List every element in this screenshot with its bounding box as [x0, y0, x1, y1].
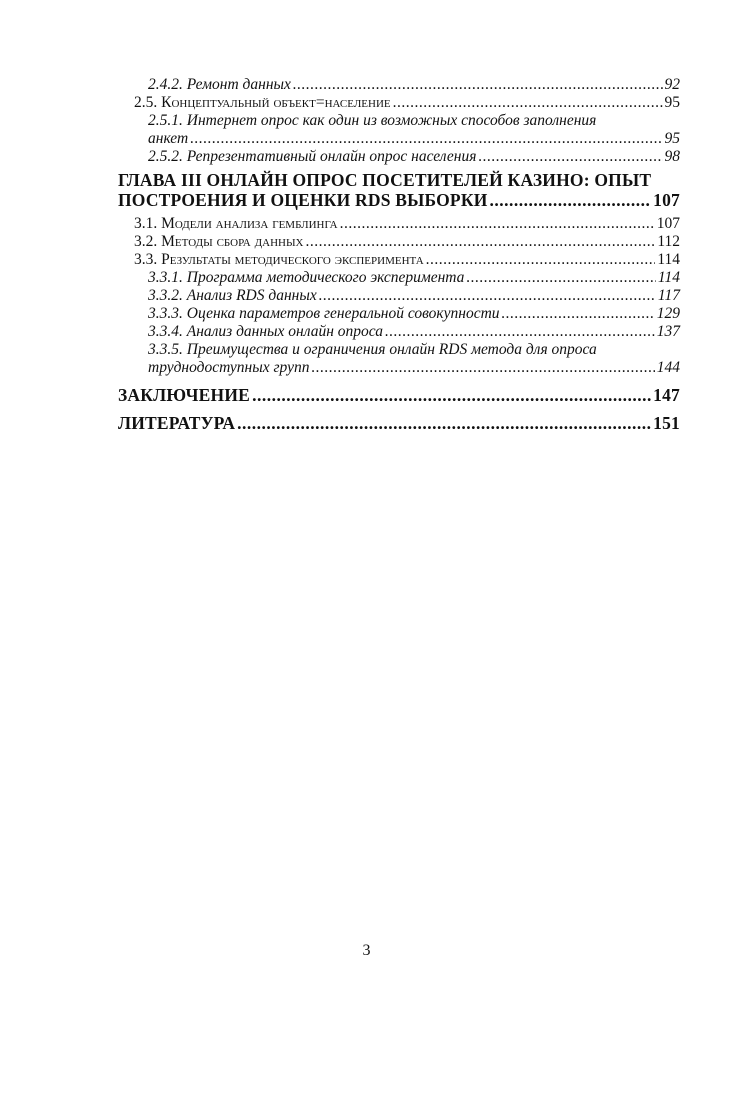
toc-entry-label: анкет	[148, 130, 189, 147]
page-number: 3	[362, 942, 371, 959]
toc-entry-page: 92	[664, 76, 680, 93]
toc-entry-label: 3.3.3. Оценка параметров генеральной совокупности	[148, 305, 500, 322]
toc-entry-label: 3.3.2. Анализ RDS данных	[148, 287, 317, 304]
toc-entry-page: 114	[657, 269, 680, 286]
toc-entry-2-5-2	[118, 148, 680, 166]
toc-entry-page: 151	[653, 413, 680, 433]
table-of-contents	[118, 76, 680, 433]
toc-entry-3-3-5	[118, 359, 680, 377]
chapter-3-title-line1: ГЛАВА III ОНЛАЙН ОПРОС ПОСЕТИТЕЛЕЙ КАЗИНО: ОПЫТ	[118, 170, 652, 190]
dot-leader	[393, 94, 663, 112]
toc-entry-page: 112	[657, 233, 680, 250]
toc-entry-page: 137	[656, 323, 680, 340]
toc-entry-page: 95	[664, 94, 680, 111]
dot-leader	[466, 269, 655, 287]
dot-leader	[490, 190, 652, 210]
toc-entry-3-3-2	[118, 287, 680, 305]
toc-entry-label: 2.5.2. Репрезентативный онлайн опрос населения	[148, 148, 477, 165]
toc-entry-2-5-1	[118, 130, 680, 148]
dot-leader	[252, 385, 651, 405]
toc-entry-2-5	[118, 94, 680, 112]
toc-entry-label: ЛИТЕРАТУРА	[118, 413, 236, 433]
dot-leader	[502, 305, 655, 323]
toc-entry-3-3-5-line1: 3.3.5. Преимущества и ограничения онлайн RDS метода для опроса	[148, 341, 597, 358]
dot-leader	[478, 148, 662, 166]
toc-entry-page: 147	[653, 385, 680, 405]
toc-entry-label: 3.3. Результаты методического эксперимента	[134, 251, 424, 268]
dot-leader	[340, 215, 655, 233]
toc-entry-3-1	[118, 215, 680, 233]
dot-leader	[319, 287, 656, 305]
toc-entry-3-3-4	[118, 323, 680, 341]
toc-entry-3-3-1	[118, 269, 680, 287]
toc-entry-label: 3.3.4. Анализ данных онлайн опроса	[148, 323, 383, 340]
chapter-3-title-line2: ПОСТРОЕНИЯ И ОЦЕНКИ RDS ВЫБОРКИ	[118, 190, 488, 210]
toc-entry-label: 3.2. Методы сбора данных	[134, 233, 304, 250]
toc-entry-label: ЗАКЛЮЧЕНИЕ	[118, 385, 251, 405]
toc-entry-3-2	[118, 233, 680, 251]
toc-entry-page: 107	[656, 215, 680, 232]
toc-entry-conclusion	[118, 385, 680, 405]
dot-leader	[293, 76, 663, 94]
dot-leader	[385, 323, 655, 341]
dot-leader	[306, 233, 656, 251]
toc-entry-page: 129	[656, 305, 680, 322]
toc-entry-page: 117	[657, 287, 680, 304]
toc-entry-literature	[118, 413, 680, 433]
dot-leader	[237, 413, 651, 433]
dot-leader	[311, 359, 654, 377]
toc-entry-2-4-2	[118, 76, 680, 94]
toc-entry-page: 107	[653, 190, 680, 210]
toc-entry-label: 3.1. Модели анализа гемблинга	[134, 215, 338, 232]
toc-entry-label: 2.4.2. Ремонт данных	[148, 76, 291, 93]
toc-entry-chapter-3	[118, 190, 680, 210]
toc-entry-label: труднодоступных групп	[148, 359, 310, 376]
toc-entry-3-3	[118, 251, 680, 269]
toc-entry-label: 2.5. Концептуальный объект=население	[134, 94, 391, 111]
toc-entry-3-3-3	[118, 305, 680, 323]
toc-entry-page: 114	[657, 251, 680, 268]
toc-entry-label: 3.3.1. Программа методического эксперимента	[148, 269, 465, 286]
toc-entry-2-5-1-line1: 2.5.1. Интернет опрос как один из возможных способов заполнения	[148, 112, 597, 129]
dot-leader	[426, 251, 656, 269]
toc-entry-page: 95	[664, 130, 680, 147]
toc-entry-page: 144	[656, 359, 680, 376]
toc-entry-page: 98	[664, 148, 680, 165]
dot-leader	[190, 130, 662, 148]
